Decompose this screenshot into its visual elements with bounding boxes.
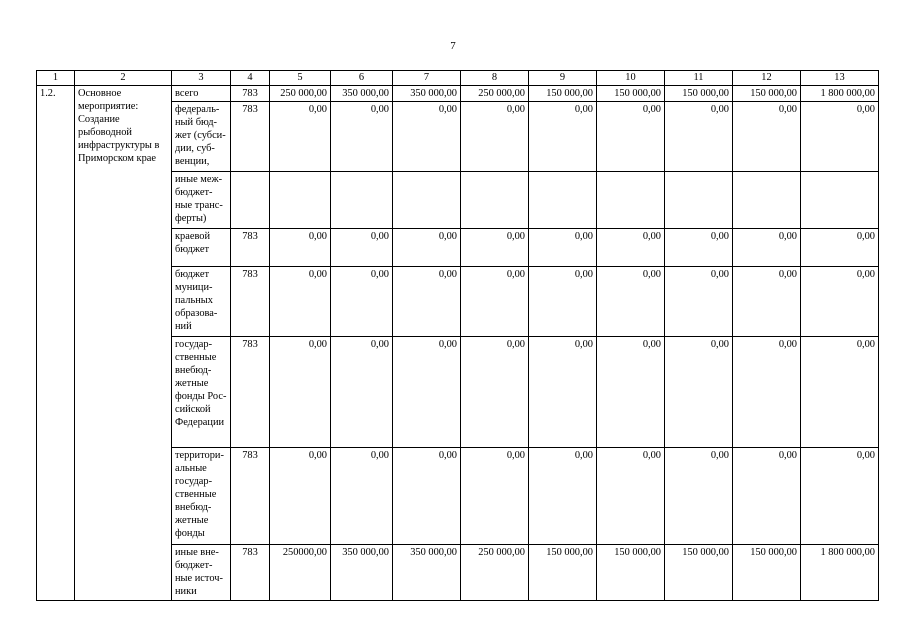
value-cell: 0,00 [733,267,801,337]
value-cell: 350 000,00 [331,86,393,102]
header-cell: 7 [393,71,461,86]
value-cell: 0,00 [270,267,331,337]
value-cell: 250 000,00 [461,86,529,102]
value-cell: 0,00 [665,102,733,172]
value-cell: 0,00 [801,448,879,545]
value-cell: 0,00 [529,337,597,448]
code-cell [231,172,270,229]
value-cell: 0,00 [529,267,597,337]
table-row [37,86,879,102]
value-cell: 0,00 [393,337,461,448]
value-cell [733,172,801,229]
value-cell [801,172,879,229]
value-cell: 0,00 [801,102,879,172]
value-cell: 0,00 [331,102,393,172]
value-cell: 0,00 [461,102,529,172]
header-cell: 1 [37,71,75,86]
funding-source: бюджет муници-пальных образова-ний [172,267,231,337]
value-cell: 0,00 [801,229,879,267]
value-cell: 1 800 000,00 [801,545,879,601]
value-cell: 0,00 [270,102,331,172]
value-cell: 0,00 [733,337,801,448]
value-cell: 0,00 [461,229,529,267]
value-cell: 0,00 [665,267,733,337]
header-cell: 13 [801,71,879,86]
code-cell: 783 [231,86,270,102]
code-cell: 783 [231,229,270,267]
page-number: 7 [450,40,456,52]
header-cell: 6 [331,71,393,86]
funding-source: территори-альные государ-ственные внебюд-жетные фонды [172,448,231,545]
header-cell: 9 [529,71,597,86]
header-cell: 4 [231,71,270,86]
measure-name: Основное мероприятие: Создание рыбоводной инфраструктуры в Приморском крае [75,86,172,601]
value-cell: 0,00 [331,448,393,545]
value-cell: 150 000,00 [529,86,597,102]
code-cell: 783 [231,545,270,601]
value-cell: 150 000,00 [733,86,801,102]
value-cell: 150 000,00 [733,545,801,601]
value-cell: 0,00 [331,337,393,448]
header-cell: 2 [75,71,172,86]
value-cell: 0,00 [393,267,461,337]
value-cell: 0,00 [270,229,331,267]
value-cell: 1 800 000,00 [801,86,879,102]
value-cell [665,172,733,229]
value-cell: 0,00 [461,448,529,545]
value-cell: 0,00 [597,337,665,448]
value-cell: 0,00 [597,267,665,337]
value-cell: 0,00 [393,229,461,267]
header-row [37,71,879,86]
value-cell: 0,00 [529,102,597,172]
value-cell: 0,00 [270,448,331,545]
code-cell: 783 [231,448,270,545]
value-cell: 150 000,00 [529,545,597,601]
header-cell: 11 [665,71,733,86]
code-cell: 783 [231,337,270,448]
row-number: 1.2. [37,86,75,601]
value-cell: 0,00 [733,229,801,267]
funding-source: всего [172,86,231,102]
value-cell [270,172,331,229]
value-cell: 0,00 [331,267,393,337]
value-cell: 0,00 [270,337,331,448]
value-cell: 250000,00 [270,545,331,601]
value-cell: 0,00 [529,448,597,545]
funding-source: федераль-ный бюд-жет (субси-дии, суб-венции, [172,102,231,172]
value-cell: 0,00 [597,102,665,172]
value-cell: 0,00 [597,448,665,545]
value-cell: 0,00 [801,337,879,448]
value-cell [331,172,393,229]
value-cell: 0,00 [801,267,879,337]
header-cell: 12 [733,71,801,86]
funding-source: государ-ственные внебюд-жетные фонды Рос-сийской Федерации [172,337,231,448]
value-cell: 350 000,00 [393,545,461,601]
value-cell [393,172,461,229]
funding-table [36,70,879,601]
header-cell: 3 [172,71,231,86]
value-cell: 0,00 [597,229,665,267]
header-cell: 8 [461,71,529,86]
header-cell: 5 [270,71,331,86]
value-cell: 0,00 [529,229,597,267]
value-cell: 0,00 [393,448,461,545]
value-cell: 150 000,00 [665,545,733,601]
value-cell: 0,00 [461,267,529,337]
funding-source: краевой бюджет [172,229,231,267]
value-cell: 150 000,00 [665,86,733,102]
value-cell: 150 000,00 [597,545,665,601]
value-cell [597,172,665,229]
value-cell: 0,00 [393,102,461,172]
value-cell: 0,00 [331,229,393,267]
value-cell: 250 000,00 [461,545,529,601]
value-cell: 0,00 [461,337,529,448]
value-cell: 350 000,00 [331,545,393,601]
code-cell: 783 [231,102,270,172]
funding-source: иные меж-бюджет-ные транс-ферты) [172,172,231,229]
value-cell: 0,00 [733,448,801,545]
value-cell: 250 000,00 [270,86,331,102]
value-cell: 0,00 [665,448,733,545]
funding-source: иные вне-бюджет-ные источ-ники [172,545,231,601]
value-cell [461,172,529,229]
value-cell: 0,00 [665,337,733,448]
value-cell: 150 000,00 [597,86,665,102]
code-cell: 783 [231,267,270,337]
value-cell: 0,00 [733,102,801,172]
value-cell: 0,00 [665,229,733,267]
value-cell [529,172,597,229]
value-cell: 350 000,00 [393,86,461,102]
header-cell: 10 [597,71,665,86]
